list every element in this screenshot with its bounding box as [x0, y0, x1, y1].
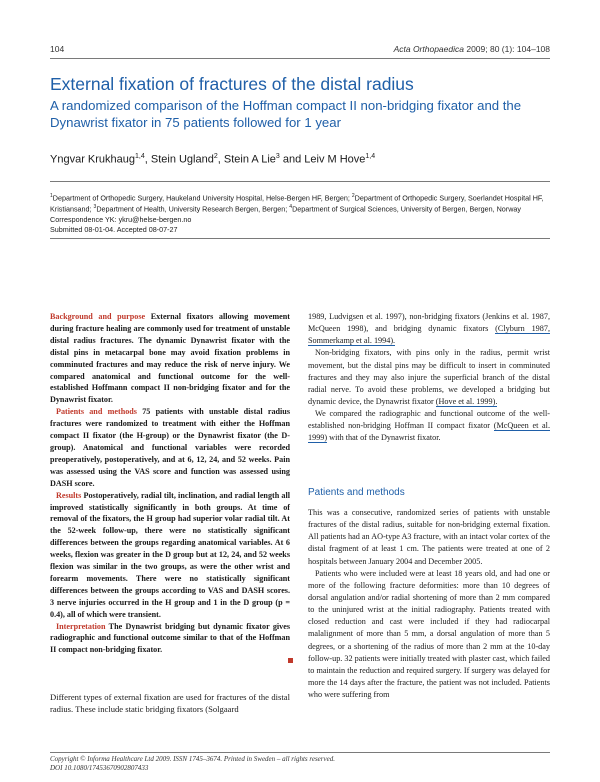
doi: DOI 10.1080/17453670902807433: [50, 764, 149, 773]
citation-link[interactable]: (Clyburn 1987, Sommerkamp et al. 1994).: [308, 324, 550, 346]
author: Yngvar Krukhaug: [50, 153, 135, 166]
affiliation-3: Department of Health, University Research Bergen, Bergen;: [96, 204, 290, 214]
methods-body: [308, 507, 550, 701]
author-affiliation: 1,4: [365, 153, 376, 160]
affiliation-4: Department of Surgical Sciences, University of Bergen, Bergen, Norway: [292, 204, 521, 214]
author: Stein Ugland: [150, 153, 214, 166]
abstract-label-patients: Patients and methods: [56, 407, 137, 417]
author-affiliation: 2: [213, 153, 218, 160]
affiliations: $^1$Department of Orthopedic Surgery, Haukeland University Hospital, Helse-Bergen HF, Bergen; $^2$Department of Orthopedic Surgery, Soerlandet Hospital HF, Kristiansand; $^3$Department of Health, University Research Bergen, Bergen; $^4$Department of Surgical Sciences, University of Bergen, Bergen, Norway Correspondence YK: ykru@helse-bergen.no Submitted 08-01-04. Accepted 08-07-27: [50, 193, 544, 235]
running-header: [50, 44, 550, 58]
section-heading-methods: Patients and methods: [308, 487, 405, 498]
abstract-patients: 75 patients with unstable distal radius fractures were randomized to treatment with either the Hoffman compact II fixator (the H-group) or the Dynawrist fixator (the D-group). Anatomical and functional variables were recorded preoperatively, postoperatively, and at 6, 12, 24, and 52 weeks. Pain was assessed using the VAS score and function was assessed using DASH score.: [50, 407, 290, 488]
author-affiliation: 3: [275, 153, 280, 160]
abstract-background: External fixators allowing movement during fracture healing are commonly used for treatment of unstable distal radius fractures. The dynamic Dynawrist fixator with the distal pins in metacarpal bone may avoid fixation problems in comminuted fractures and may reduce the risk of nerve injury. We compared anatomical and functional outcome for the well-established Hoffmann compact II non-bridging fixator and for the Dynawrist fixator.: [50, 312, 290, 405]
author: Stein A Lie: [223, 153, 276, 166]
abstract-results: Postoperatively, radial tilt, inclination, and radial length all improved statistically significantly in both groups. At time of removal of the fixators, the H group had superior volar radial tilt. At the 52-week follow-up, there were no statistically significant differences between the groups regarding anatomical variables. At 6 weeks, flexion was greater in the D group but at 12, 24, and 52 weeks flexion was similar in the two groups, as were the other wrist and forearm movements. There were no statistically significant differences between the groups according to VAS and DASH scores. 3 nerve injuries occurred in the H group and 1 in the D group (p = 0.4), all of which were transient.: [50, 490, 290, 619]
introduction-continued: 1989, Ludvigsen et al. 1997), non-bridging fixators (Jenkins et al. 1987, McQueen 1998), and bridging dynamic fixators (Clyburn 1987, Sommerkamp et al. 1994). Non-bridging fixators, with pins only in the radius, permit wrist movement, but the distal pins may be difficult to insert in comminuted fractures and they may also injure the superficial branch of the distal radial nerve. To avoid these problems, we developed a bridging but dynamic device, the Dynawrist fixator (Hove et al. 1999). We compared the radiographic and functional outcome of the well-established non-bridging Hoffman II compact fixator (McQueen et al. 1999) with that of the Dynawrist fixator.: [308, 312, 550, 443]
header-rule: [50, 58, 550, 59]
journal-name: Acta Orthopaedica: [393, 44, 464, 54]
correspondence: Correspondence YK: ykru@helse-bergen.no: [50, 214, 192, 224]
intro-paragraph: Different types of external fixation are used for fractures of the distal radius. These include static bridging fixators (Solgaard: [50, 692, 290, 715]
page-footer: [50, 755, 550, 774]
abstract-interpretation: The Dynawrist bridging but dynamic fixator gives radiographic and functional outcome similar to that of the Hoffman II compact non-bridging fixator.: [50, 621, 290, 655]
affiliation-2: Department of Orthopedic Surgery, Soerlandet Hospital HF, Kristiansand;: [50, 193, 544, 214]
page-number: 104: [50, 44, 65, 54]
author: Leiv M Hove: [304, 153, 366, 166]
abstract: [50, 311, 290, 656]
introduction: [50, 691, 290, 716]
affiliation-rule: [50, 181, 550, 182]
submission-dates: Submitted 08-01-04. Accepted 08-07-27: [50, 225, 178, 235]
article-title: External fixation of fractures of the distal radius: [50, 74, 414, 94]
citation-link[interactable]: (McQueen et al. 1999): [308, 421, 550, 443]
journal-volume: 2009; 80 (1): 104–108: [463, 44, 550, 54]
journal-citation: [394, 44, 550, 54]
methods-paragraph: Patients who were included were at least 18 years old, and had one or more of the following fracture deformities: more than 10 degrees of dorsal angulation and/or radial shortening of more than 2 mm compared to the uninjured wrist at the initial radiography. Patients treated with closed reduction and cast were included if they had radiocarpal malalignment of more than 5 mm, a dorsal angulation of more than 5 degrees, or a shortening of the radius of more than 2 mm at the 10-day follow-up. 32 patients were initially treated with plaster cast, which failed to maintain the reduction and required surgery. If surgery was delayed for more the 14 days after the fracture, the patient was not included. Patients who were suffering from: [308, 568, 550, 700]
abstract-top-rule: [50, 238, 550, 239]
affiliation-1: Department of Orthopedic Surgery, Haukeland University Hospital, Helse-Bergen HF, Bergen;: [52, 193, 352, 203]
abstract-end-marker: [288, 658, 293, 663]
author-list: Yngvar Krukhaug$^{1,4}$, Stein Ugland$^2$, Stein A Lie$^3$ and Leiv M Hove$^{1,4}$: [50, 153, 376, 166]
footer-rule: [50, 752, 550, 753]
abstract-label-results: Results: [56, 490, 82, 500]
abstract-label-background: Background and purpose: [50, 312, 146, 321]
copyright-notice: Copyright © Informa Healthcare Ltd 2009. ISSN 1745–3674. Printed in Sweden – all rights reserved.: [50, 755, 335, 763]
citation-link[interactable]: (Hove et al. 1999).: [435, 396, 498, 406]
abstract-label-interpretation: Interpretation: [56, 621, 106, 631]
article-subtitle: A randomized comparison of the Hoffman compact II non-bridging fixator and the Dynawrist fixator in 75 patients followed for 1 year: [50, 98, 522, 130]
methods-paragraph: This was a consecutive, randomized series of patients with unstable fractures of the distal radius, suitable for non-bridging external fixation. All patients had an AO-type A3 fracture, with an intact volar cortex of the distal fragment of at least 1 cm. The patients were treated at one of 2 hospitals between January 2004 and December 2005.: [308, 508, 550, 566]
author-affiliation: 1,4: [135, 153, 145, 160]
